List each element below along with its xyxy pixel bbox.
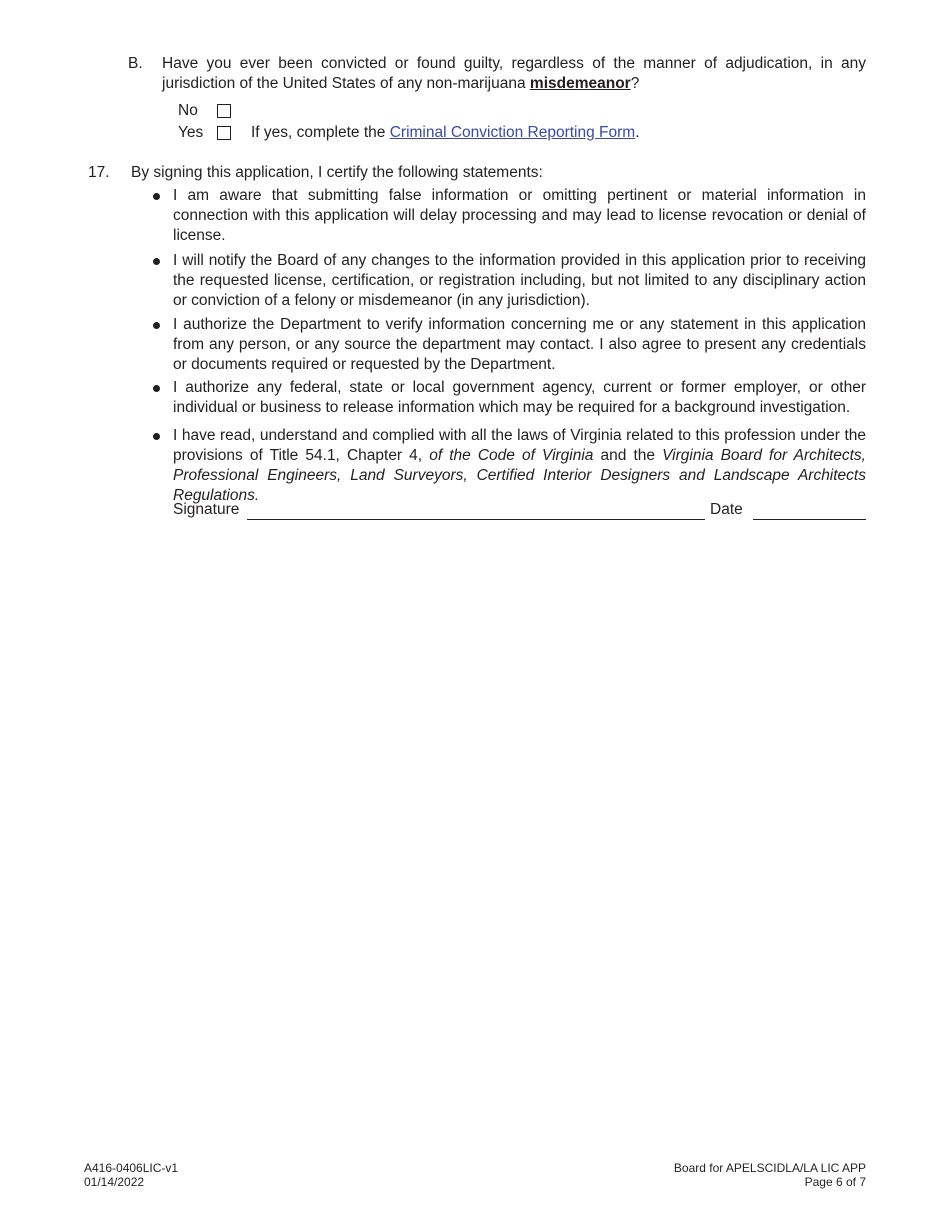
footer-right [674,1161,866,1189]
bullet-icon [153,385,160,392]
bullet-icon [153,193,160,200]
date-line[interactable] [753,519,866,520]
question-b-text: Have you ever been convicted or found guilty, regardless of the manner of adjudication, in any jurisdiction of the United States of any non-marijuana misdemeanor? [162,55,866,92]
board-name: Board for APELSCIDLA/LA LIC APP [673,1161,866,1175]
list-item: I authorize the Department to verify information concerning me or any statement in this application from any person, or any source the department may contact. I also agree to present any credentials or documents required or requested by the Department. [150,315,866,375]
list-item: I have read, understand and complied with all the laws of Virginia related to this profession under the provisions of Title 54.1, Chapter 4, of the Code of Virginia and the Virginia Board for Architects, Professional Engineers, Land Surveyors, Certified Interior Designers and Landscape Architects Regulations. [150,426,866,506]
yes-option-label: Yes [178,124,204,141]
misdemeanor-emphasis: misdemeanor [529,75,631,92]
list-item: I am aware that submitting false information or omitting pertinent or material information in connection with this application will delay processing and may lead to license revocation or denial of license. [150,186,866,246]
certification-list [150,186,866,506]
item-17-number: 17. [88,164,110,181]
yes-checkbox[interactable] [217,126,231,140]
criminal-conviction-form-link[interactable]: Criminal Conviction Reporting Form [389,124,636,141]
item-17-intro: By signing this application, I certify the following statements: [131,164,543,181]
form-code: A416-0406LIC-v1 [84,1161,179,1175]
footer-left [84,1161,178,1189]
signature-label: Signature [173,501,240,518]
list-item: I authorize any federal, state or local government agency, current or former employer, or other individual or business to release information which may be required for a background investigation. [150,378,866,418]
no-checkbox[interactable] [217,104,231,118]
question-b-letter: B. [128,55,143,72]
page-number: Page 6 of 7 [804,1175,866,1189]
if-yes-instruction: If yes, complete the Criminal Conviction Reporting Form. [251,124,640,141]
form-date: 01/14/2022 [84,1175,145,1189]
signature-line[interactable] [247,519,705,520]
date-label: Date [710,501,743,518]
bullet-icon [153,433,160,440]
list-item: I will notify the Board of any changes to the information provided in this application prior to receiving the requested license, certification, or registration including, but not limited to any disciplinary action or conviction of a felony or misdemeanor (in any jurisdiction). [150,251,866,311]
bullet-icon [153,322,160,329]
no-option-label: No [178,102,198,119]
bullet-icon [153,258,160,265]
